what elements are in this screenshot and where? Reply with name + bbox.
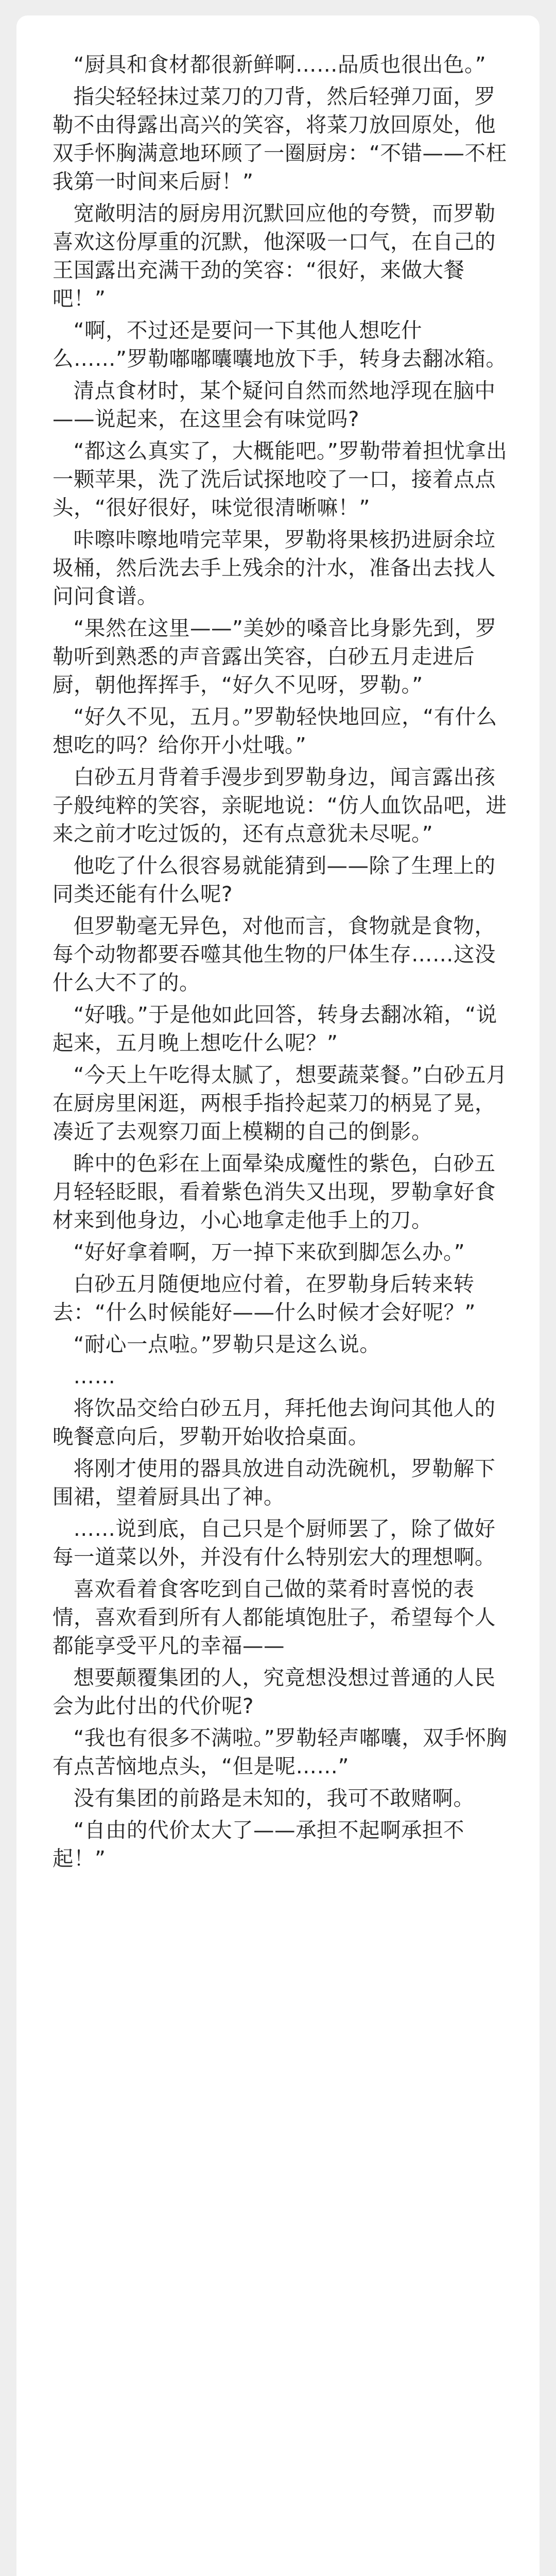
- note-paragraph: 白砂五月背着手漫步到罗勒身边，闻言露出孩子般纯粹的笑容，亲昵地说：“仿人血饮品吧，进来之前才吃过饭的，还有点意犹未尽呢。”: [53, 765, 507, 846]
- note-paragraph: “好好拿着啊，万一掉下来砍到脚怎么办。”: [73, 1240, 465, 1264]
- note-paragraph: 宽敞明洁的厨房用沉默回应他的夸赞，而罗勒喜欢这份厚重的沉默，他深吸一口气，在自己的王国露出充满干劲的笑容：“很好，来做大餐吧！”: [53, 201, 496, 311]
- note-paragraph: “耐心一点啦。”罗勒只是这么说。: [73, 1332, 381, 1357]
- note-paragraph: ……: [73, 1364, 116, 1388]
- note-paragraph: 眸中的色彩在上面晕染成魔性的紫色，白砂五月轻轻眨眼，看着紫色消失又出现，罗勒拿好食材来到他身边，小心地拿走他手上的刀。: [53, 1151, 496, 1232]
- note-paragraph: 咔嚓咔嚓地啃完苹果，罗勒将果核扔进厨余垃圾桶，然后洗去手上残余的汁水，准备出去找人问问食谱。: [53, 527, 496, 608]
- note-paragraph: “我也有很多不满啦。”罗勒轻声嘟囔，双手怀胸有点苦恼地点头，“但是呢……”: [53, 1725, 508, 1778]
- note-paragraph: “今天上午吃得太腻了，想要蔬菜餐。”白砂五月在厨房里闲逛，两根手指拎起菜刀的柄晃了晃，凑近了去观察刀面上模糊的自己的倒影。: [53, 1062, 508, 1144]
- note-paragraph: “都这么真实了，大概能吧。”罗勒带着担忧拿出一颗苹果，洗了洗后试探地咬了一口，接着点点头，“很好很好，味觉很清晰嘛！”: [53, 438, 508, 520]
- note-paragraph: “厨具和食材都很新鲜啊……品质也很出色。”: [73, 52, 486, 77]
- note-card: [16, 15, 540, 2576]
- note-paragraph: 白砂五月随便地应付着，在罗勒身后转来转去：“什么时候能好——什么时候才会好呢？”: [53, 1272, 476, 1325]
- note-paragraph: 想要颠覆集团的人，究竟想没想过普通的人民会为此付出的代价呢?: [53, 1665, 496, 1718]
- note-paragraph: 将刚才使用的器具放进自动洗碗机，罗勒解下围裙，望着厨具出了神。: [53, 1456, 496, 1509]
- note-paragraph: “好哦。”于是他如此回答，转身去翻冰箱，“说起来，五月晚上想吃什么呢？”: [53, 1002, 497, 1055]
- note-paragraph: “果然在这里——”美妙的嗓音比身影先到，罗勒听到熟悉的声音露出笑容，白砂五月走进后厨，朝他挥挥手，“好久不见呀，罗勒。”: [53, 616, 497, 697]
- note-paragraph: ……说到底，自己只是个厨师罢了，除了做好每一道菜以外，并没有什么特别宏大的理想啊。: [53, 1516, 496, 1569]
- note-paragraph: 将饮品交给白砂五月，拜托他去询问其他人的晚餐意向后，罗勒开始收拾桌面。: [53, 1396, 496, 1449]
- note-paragraph: “啊，不过还是要问一下其他人想吃什么……”罗勒嘟嘟囔囔地放下手，转身去翻冰箱。: [53, 318, 507, 371]
- note-paragraph: 他吃了什么很容易就能猜到——除了生理上的同类还能有什么呢?: [53, 853, 496, 906]
- note-paragraph: “好久不见，五月。”罗勒轻快地回应，“有什么想吃的吗？给你开小灶哦。”: [53, 704, 497, 757]
- note-paragraph: 清点食材时，某个疑问自然而然地浮现在脑中——说起来，在这里会有味觉吗?: [53, 378, 496, 431]
- note-paragraph: 喜欢看着食客吃到自己做的菜肴时喜悦的表情，喜欢看到所有人都能填饱肚子，希望每个人都能享受平凡的幸福——: [53, 1577, 496, 1658]
- note-paragraph: 指尖轻轻抹过菜刀的刀背，然后轻弹刀面，罗勒不由得露出高兴的笑容，将菜刀放回原处，他双手怀胸满意地环顾了一圈厨房：“不错——不枉我第一时间来后厨！”: [53, 84, 507, 194]
- note-body: [53, 50, 510, 1873]
- note-paragraph: “自由的代价太大了——承担不起啊承担不起！”: [53, 1818, 464, 1871]
- note-paragraph: 但罗勒毫无异色，对他而言，食物就是食物，每个动物都要吞噬其他生物的尸体生存……这没什么大不了的。: [53, 913, 496, 995]
- note-paragraph: 没有集团的前路是未知的，我可不敢赌啊。: [73, 1786, 475, 1810]
